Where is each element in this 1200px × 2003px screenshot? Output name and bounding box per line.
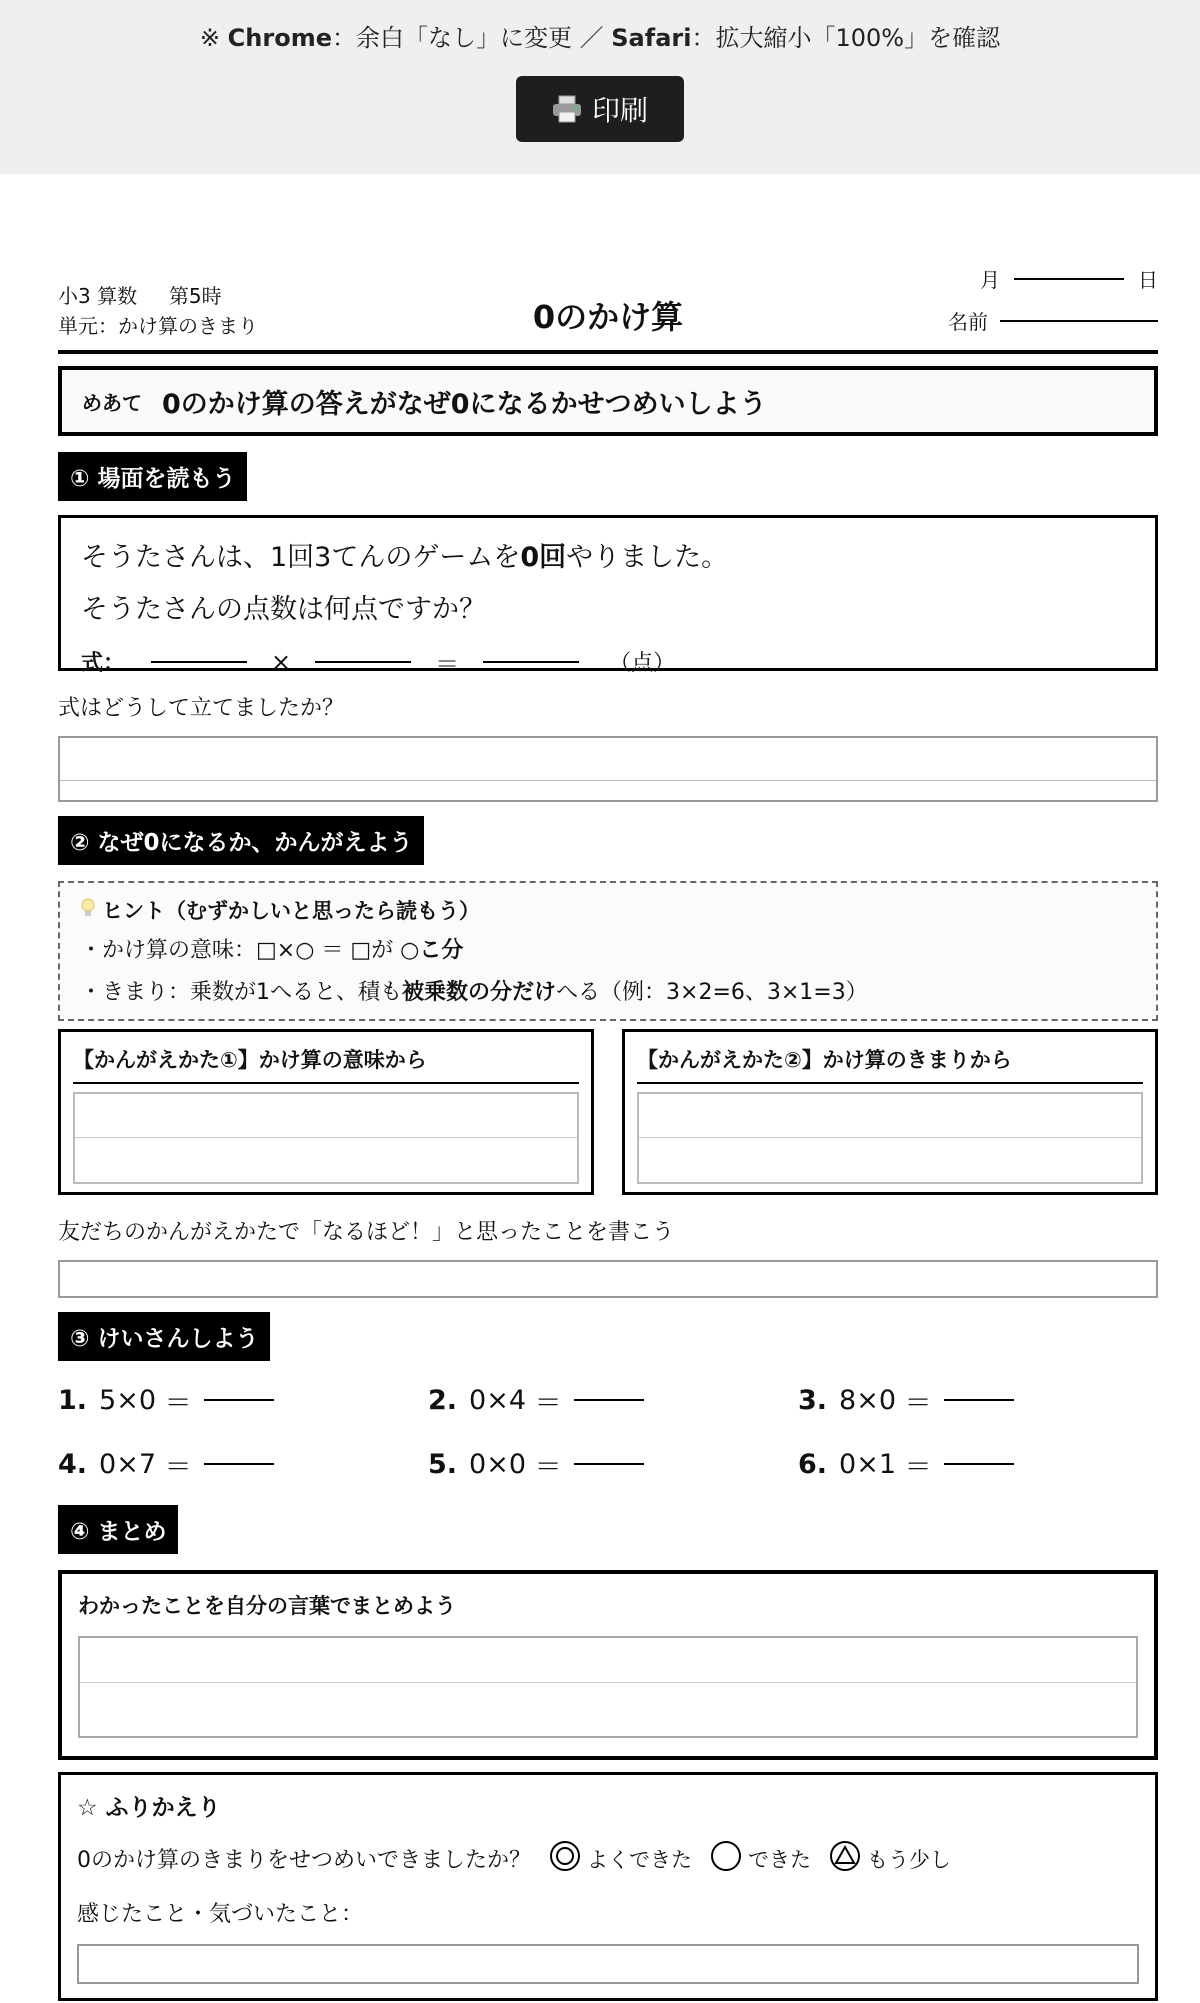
aim-text: 0のかけ算の答えがなぜ0になるかせつめいしよう bbox=[162, 388, 767, 420]
scene-line-2: そうたさんの点数は何点ですか？ bbox=[81, 594, 486, 625]
calc-item: 6. 0×1 ＝ bbox=[798, 1443, 1158, 1485]
formula-blank-1[interactable] bbox=[151, 661, 247, 663]
name-label: 名前 bbox=[948, 310, 988, 334]
print-notice bbox=[0, 0, 1200, 56]
choice-more[interactable]: もう少し bbox=[829, 1840, 951, 1877]
notice-safari-text: ：拡大縮小「100%」を確認 bbox=[691, 24, 1001, 52]
print-label: 印刷 bbox=[591, 94, 648, 127]
approaches bbox=[58, 1029, 1158, 1195]
section-4-heading: ④ まとめ bbox=[58, 1505, 178, 1554]
lesson: 第5時 bbox=[168, 284, 222, 308]
print-button[interactable] bbox=[516, 76, 684, 142]
reflection-feel-label: 感じたこと・気づいたこと： bbox=[77, 1902, 364, 1927]
calc-item: 1. 5×0 ＝ bbox=[58, 1379, 428, 1421]
calc-blank[interactable] bbox=[574, 1463, 644, 1465]
section-1-heading: ① 場面を読もう bbox=[58, 452, 247, 501]
calc-blank[interactable] bbox=[574, 1399, 644, 1401]
choice-very-good[interactable]: よくできた bbox=[549, 1840, 692, 1877]
formula-unit: （点） bbox=[609, 651, 676, 676]
approach-2-box bbox=[622, 1029, 1158, 1195]
equals-sign: ＝ bbox=[435, 650, 460, 678]
reflection-title: ☆ ふりかえり bbox=[77, 1795, 221, 1821]
printer-icon bbox=[552, 95, 582, 123]
summary-title: わかったことを自分の言葉でまとめよう bbox=[78, 1594, 456, 1618]
choice-good[interactable]: できた bbox=[710, 1840, 811, 1877]
day-label: 日 bbox=[1138, 268, 1158, 292]
name-field bbox=[948, 306, 1158, 335]
calc-blank[interactable] bbox=[944, 1399, 1014, 1401]
date-field bbox=[980, 264, 1158, 293]
grade: 小3 算数 bbox=[58, 284, 138, 308]
reflection-question-row bbox=[77, 1840, 1139, 1877]
calc-item: 5. 0×0 ＝ bbox=[428, 1443, 798, 1485]
calc-item: 3. 8×0 ＝ bbox=[798, 1379, 1158, 1421]
notice-safari: Safari bbox=[611, 24, 692, 52]
reflection-box bbox=[58, 1772, 1158, 2001]
summary-answer[interactable] bbox=[78, 1636, 1138, 1738]
friend-question: 友だちのかんがえかたで「なるほど！」と思ったことを書こう bbox=[58, 1220, 675, 1245]
friend-answer-box[interactable] bbox=[58, 1260, 1158, 1298]
aim-box bbox=[58, 366, 1158, 436]
section-2-heading: ② なぜ0になるか、かんがえよう bbox=[58, 816, 424, 865]
worksheet bbox=[58, 174, 1158, 2001]
calc-blank[interactable] bbox=[944, 1463, 1014, 1465]
calc-item: 2. 0×4 ＝ bbox=[428, 1379, 798, 1421]
hint-title: ヒント（むずかしいと思ったら読もう） bbox=[80, 895, 1136, 925]
page-title: 0のかけ算 bbox=[532, 298, 684, 336]
month-label: 月 bbox=[980, 268, 1000, 292]
notice-chrome-text: ：余白「なし」に変更 ／ bbox=[331, 24, 604, 52]
hint-line-2: ・きまり：乗数が1へると、積も被乗数の分だけへる（例：3×2=6、3×1=3） bbox=[80, 980, 868, 1005]
formula-label: 式： bbox=[81, 651, 126, 676]
notice-mark: ※ bbox=[199, 24, 221, 52]
approach-1-answer[interactable] bbox=[73, 1092, 579, 1184]
section-3-heading: ③ けいさんしよう bbox=[58, 1312, 270, 1361]
formula-row bbox=[81, 644, 1135, 679]
approach-1-box bbox=[58, 1029, 594, 1195]
triangle-icon bbox=[829, 1840, 861, 1877]
scene-box bbox=[58, 515, 1158, 678]
double-circle-icon bbox=[549, 1840, 581, 1877]
formula-blank-3[interactable] bbox=[483, 661, 579, 663]
approach-2-answer[interactable] bbox=[637, 1092, 1143, 1184]
approach-1-title: 【かんがえかた①】かけ算の意味から bbox=[73, 1044, 579, 1084]
notice-chrome: Chrome bbox=[227, 24, 332, 52]
aim-label: めあて bbox=[82, 390, 142, 415]
unit-name: 単元：かけ算のきまり bbox=[58, 314, 258, 338]
summary-box bbox=[58, 1570, 1158, 1760]
calc-blank[interactable] bbox=[204, 1399, 274, 1401]
approach-2-title: 【かんがえかた②】かけ算のきまりから bbox=[637, 1044, 1143, 1084]
print-toolbar bbox=[0, 0, 1200, 174]
lightbulb-icon bbox=[80, 898, 96, 923]
reason-answer-box[interactable] bbox=[58, 736, 1158, 802]
hint-line-1: ・かけ算の意味：□×○ ＝ □が ○こ分 bbox=[80, 938, 464, 963]
date-blank[interactable] bbox=[1014, 278, 1124, 280]
times-sign: × bbox=[271, 647, 292, 676]
calc-item: 4. 0×7 ＝ bbox=[58, 1443, 428, 1485]
formula-blank-2[interactable] bbox=[315, 661, 411, 663]
calc-blank[interactable] bbox=[204, 1463, 274, 1465]
reason-question: 式はどうして立てましたか？ bbox=[58, 696, 345, 721]
scene-line-1: そうたさんは、1回3てんのゲームを0回やりました。 bbox=[81, 542, 729, 573]
calc-grid bbox=[58, 1379, 1158, 1485]
worksheet-header bbox=[58, 174, 1158, 354]
name-blank[interactable] bbox=[1000, 320, 1158, 322]
reflection-answer-box[interactable] bbox=[77, 1944, 1139, 1984]
circle-icon bbox=[710, 1840, 742, 1877]
hint-box bbox=[58, 881, 1158, 1021]
reflection-question: 0のかけ算のきまりをせつめいできましたか？ bbox=[77, 1848, 531, 1873]
